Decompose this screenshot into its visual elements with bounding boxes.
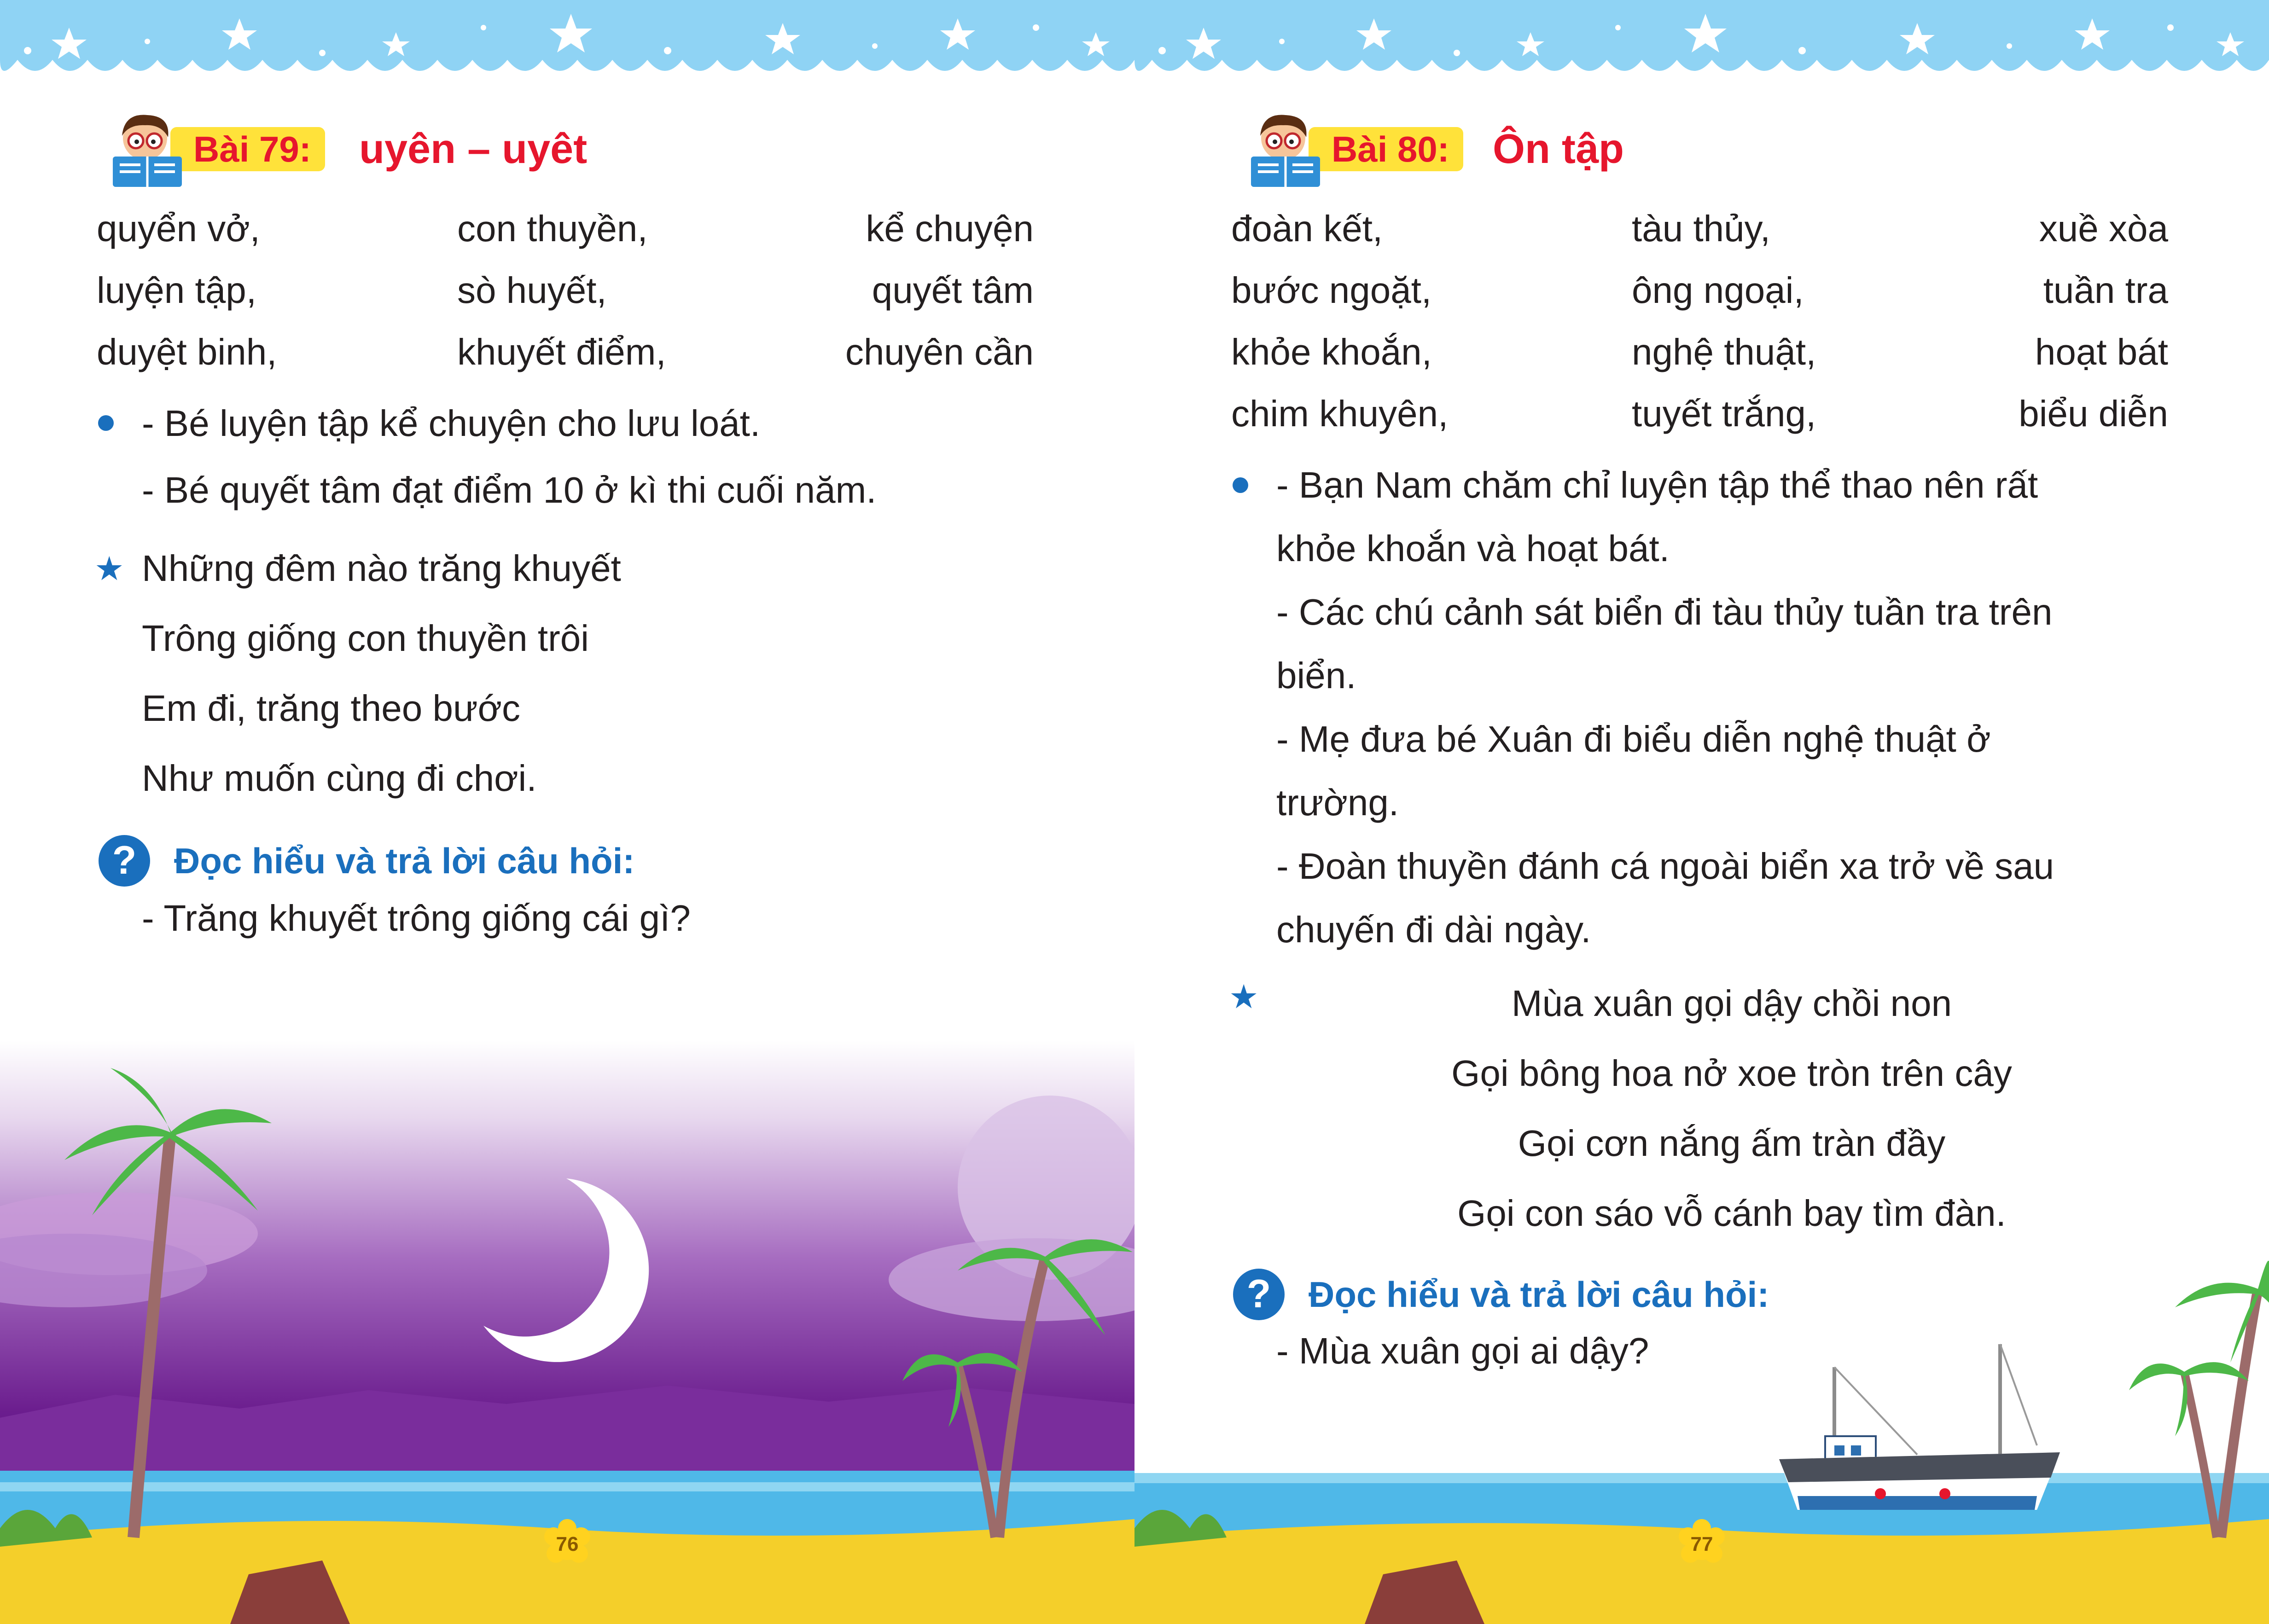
poem-line: Trông giống con thuyền trôi [142,618,589,659]
word-row [97,321,1034,383]
word-row [1231,260,2168,321]
word-row [1231,321,2168,383]
word: quyển vở, [97,208,260,249]
blue-dot-icon [1233,477,1248,493]
banner-top [0,0,1134,92]
page-number: 76 [556,1533,579,1555]
word: duyệt binh, [97,331,277,372]
poem-line: Như muốn cùng đi chơi. [142,758,537,799]
word: đoàn kết, [1231,208,1383,249]
word: xuề xòa [2039,208,2168,249]
word-list [1231,198,2168,445]
reading-boy-icon [1239,110,1332,189]
blue-star-icon: ★ [1229,979,1259,1015]
reading-boy-icon [101,110,193,189]
sentence: - Bé luyện tập kể chuyện cho lưu loát. [142,403,761,444]
paragraph-line: - Bạn Nam chăm chỉ luyện tập thể thao nên rất [1276,464,2038,505]
paragraph-line: - Các chú cảnh sát biển đi tàu thủy tuần tra trên [1276,592,2053,632]
word: con thuyền, [457,208,648,249]
word-row [1231,198,2168,260]
paragraph [1276,453,2167,962]
sentence: - Bé quyết tâm đạt điểm 10 ở kì thi cuối năm. [142,470,877,510]
word: tàu thủy, [1632,208,1770,249]
word-row [97,198,1034,260]
paragraph-line: khỏe khoắn và hoạt bát. [1276,528,1670,569]
word: biểu diễn [2019,393,2168,434]
word-list [97,198,1034,383]
blue-dot-icon [98,415,114,431]
word: hoạt bát [2035,331,2168,372]
question: - Mùa xuân gọi ai dậy? [1276,1330,1649,1371]
paragraph-line: chuyến đi dài ngày. [1276,909,1591,950]
lesson-title: Ôn tập [1493,126,1624,172]
word: kể chuyện [866,208,1034,249]
word: nghệ thuật, [1632,331,1816,372]
lesson-header [101,110,1068,189]
blue-star-icon: ★ [94,551,124,587]
word: bước ngoặt, [1231,270,1432,311]
poem-line: Mùa xuân gọi dậy chồi non [1511,983,1952,1024]
paragraph-line: trường. [1276,782,1399,823]
word: chim khuyên, [1231,393,1449,434]
lesson-header [1239,110,2206,189]
poem-line: Em đi, trăng theo bước [142,688,520,729]
question: - Trăng khuyết trông giống cái gì? [142,898,691,939]
reading-title: Đọc hiểu và trả lời câu hỏi: [1309,1274,1769,1315]
boat [1779,1344,2060,1510]
word-row [1231,383,2168,445]
page-number: 77 [1690,1533,1713,1555]
word: tuần tra [2043,270,2168,311]
lesson-number: Bài 79: [170,127,325,171]
word: khỏe khoắn, [1231,331,1432,372]
word-row [97,260,1034,321]
question-circle-icon [97,833,152,888]
lesson-title: uyên – uyêt [359,126,588,172]
word: khuyết điểm, [457,331,666,372]
reading-title: Đọc hiểu và trả lời câu hỏi: [174,841,635,881]
banner-top [1134,0,2269,92]
word: chuyên cần [845,331,1034,372]
word: sò huyết, [457,270,607,311]
word: quyết tâm [872,270,1034,311]
paragraph-line: biển. [1276,655,1356,696]
paragraph-line: - Đoàn thuyền đánh cá ngoài biển xa trở về sau [1276,846,2054,887]
word: ông ngoại, [1632,270,1804,311]
svg-text:?: ? [1246,1272,1271,1316]
poem-line: Những đêm nào trăng khuyết [142,548,621,589]
word: tuyết trắng, [1632,393,1816,434]
poem-line: Gọi con sáo vỗ cánh bay tìm đàn. [1457,1193,2006,1234]
lesson-number: Bài 80: [1309,127,1463,171]
svg-text:?: ? [112,838,137,882]
word: luyện tập, [97,270,256,311]
poem-line: Gọi bông hoa nở xoe tròn trên cây [1451,1053,2012,1094]
left-page [0,0,1134,1624]
poem-line: Gọi cơn nắng ấm tràn đầy [1518,1123,1946,1164]
paragraph-line: - Mẹ đưa bé Xuân đi biểu diễn nghệ thuật ở [1276,719,1991,760]
right-page [1134,0,2269,1624]
